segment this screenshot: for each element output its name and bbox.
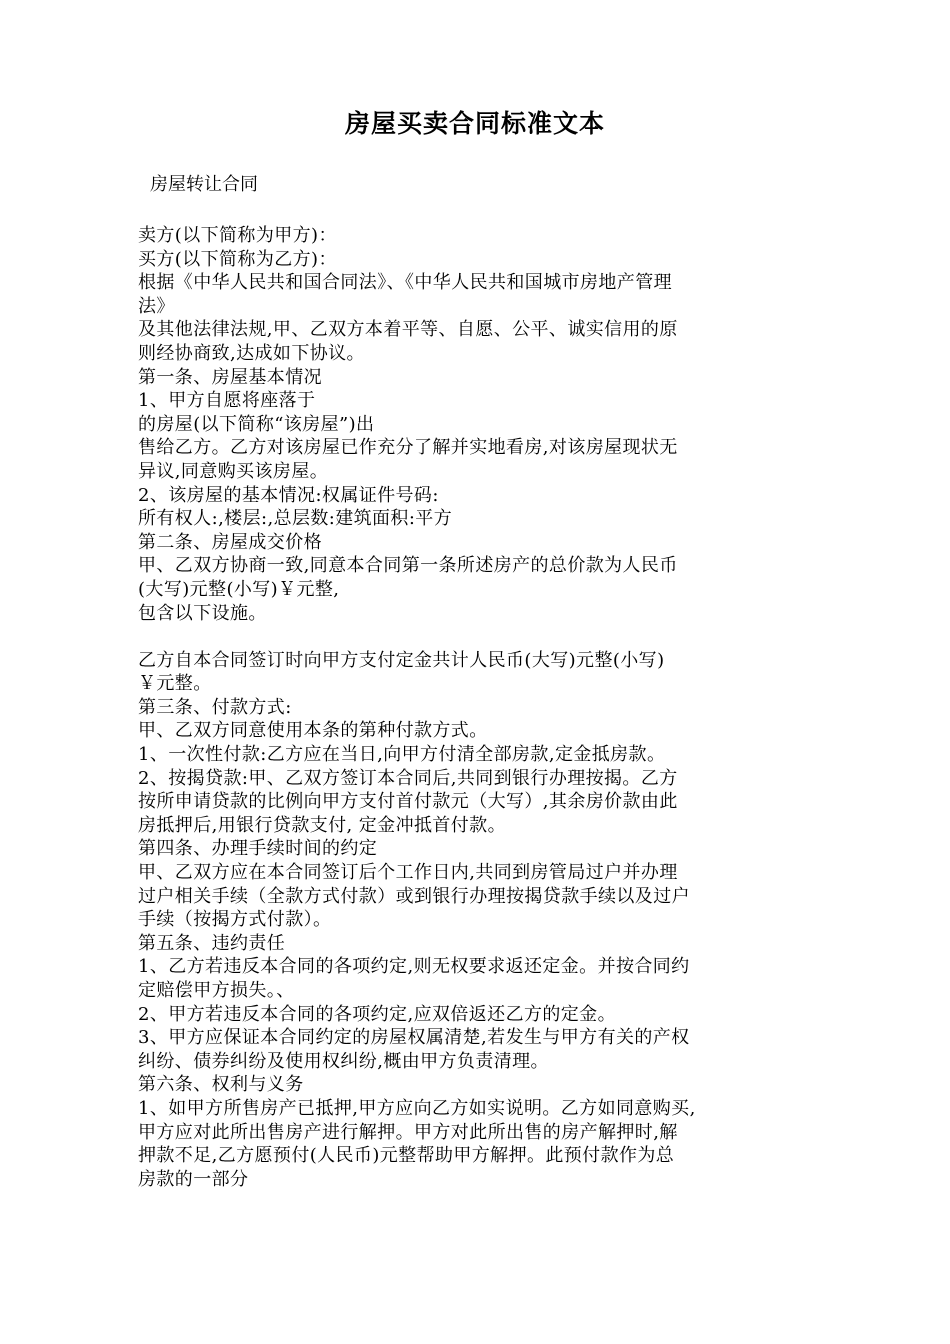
text-line: 甲、乙双方同意使用本条的第种付款方式。 [138, 720, 488, 742]
text-line: 甲、乙双方协商一致,同意本合同第一条所述房产的总价款为人民币 [138, 555, 678, 577]
page-title: 房屋买卖合同标准文本 [344, 109, 605, 138]
text-line: 第三条、付款方式: [138, 696, 292, 718]
text-line: 第一条、房屋基本情况 [138, 366, 322, 388]
text-line: 1、乙方若违反本合同的各项约定,则无权要求返还定金。并按合同约 [138, 956, 690, 978]
contract-body [138, 224, 828, 1191]
text-line: 异议,同意购买该房屋。 [138, 460, 329, 482]
text-line: 买方(以下简称为乙方)： [138, 248, 337, 270]
text-line: 第六条、权利与义务 [138, 1074, 304, 1096]
text-line: 1、一次性付款:乙方应在当日,向甲方付清全部房款,定金抵房款。 [138, 744, 666, 766]
text-line: 售给乙方。乙方对该房屋已作充分了解并实地看房,对该房屋现状无 [138, 437, 678, 459]
text-line: 3、甲方应保证本合同约定的房屋权属清楚,若发生与甲方有关的产权 [138, 1027, 690, 1049]
text-line: 过户相关手续（全款方式付款）或到银行办理按揭贷款手续以及过户 [138, 885, 690, 907]
text-line: ￥元整。 [138, 673, 212, 695]
text-line: 卖方(以下简称为甲方)： [138, 225, 337, 246]
text-line: 房款的一部分 [138, 1168, 249, 1190]
text-line: 及其他法律法规,甲、乙双方本着平等、自愿、公平、诚实信用的原 [138, 319, 678, 341]
text-line: 2、甲方若违反本合同的各项约定,应双倍返还乙方的定金。 [138, 1003, 616, 1025]
text-line: 甲方应对此所出售房产进行解押。甲方对此所出售的房产解押时,解 [138, 1121, 678, 1143]
text-line: 包含以下设施。 [138, 602, 267, 624]
text-line: 定赔偿甲方损失。、 [138, 980, 295, 1001]
text-line: 法》 [138, 295, 175, 317]
text-line: 纠纷、债券纠纷及使用权纠纷,概由甲方负责清理。 [138, 1050, 549, 1072]
text-line: 则经协商致,达成如下协议。 [138, 342, 365, 364]
text-line: 手续（按揭方式付款）。 [138, 909, 332, 931]
text-line: 房抵押后,用银行贷款支付, 定金冲抵首付款。 [138, 814, 506, 836]
text-line: 2、按揭贷款:甲、乙双方签订本合同后,共同到银行办理按揭。乙方 [138, 767, 678, 789]
blank-line [138, 625, 828, 649]
text-line: 根据《中华人民共和国合同法》、《中华人民共和国城市房地产管理 [138, 272, 672, 294]
text-line: 1、甲方自愿将座落于 [138, 390, 316, 412]
text-line: 甲、乙双方应在本合同签订后个工作日内,共同到房管局过户并办理 [138, 862, 678, 884]
text-line: 第五条、违约责任 [138, 932, 286, 954]
text-line: (大写)元整(小写)￥元整, [138, 578, 340, 600]
text-line: 按所申请贷款的比例向甲方支付首付款元（大写）,其余房价款由此 [138, 791, 678, 813]
text-line: 的房屋(以下简称“该房屋”)出 [138, 413, 375, 435]
text-line: 第四条、办理手续时间的约定 [138, 838, 378, 860]
text-line: 乙方自本合同签订时向甲方支付定金共计人民币(大写)元整(小写) [138, 649, 665, 671]
text-line: 第二条、房屋成交价格 [138, 531, 322, 553]
text-line: 2、该房屋的基本情况:权属证件号码: [138, 484, 439, 506]
document-subtitle: 房屋转让合同 [150, 174, 258, 195]
text-line: 押款不足,乙方愿预付(人民币)元整帮助甲方解押。此预付款作为总 [138, 1145, 675, 1167]
text-line: 1、如甲方所售房产已抵押,甲方应向乙方如实说明。乙方如同意购买, [138, 1097, 696, 1119]
text-line: 所有权人:,楼层:,总层数:建筑面积:平方 [138, 508, 453, 530]
